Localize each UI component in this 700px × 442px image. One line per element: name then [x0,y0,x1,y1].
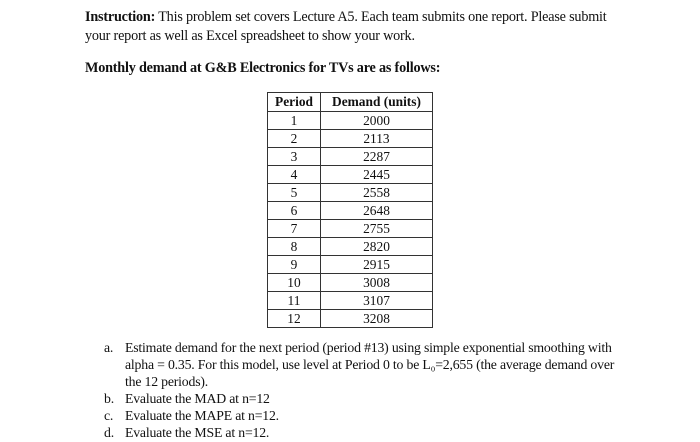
period-cell: 3 [268,148,321,166]
question-text: Evaluate the MSE at n=12. [125,425,270,440]
demand-cell: 2000 [321,112,433,130]
period-cell: 1 [268,112,321,130]
question-item-d [104,424,624,441]
question-item-a [104,339,624,390]
instruction-paragraph [85,8,625,46]
demand-cell: 2558 [321,184,433,202]
demand-cell: 3008 [321,274,433,292]
period-header: Period [268,93,321,112]
table-row [268,220,433,238]
question-item-c [104,407,624,424]
period-cell: 8 [268,238,321,256]
table-row [268,238,433,256]
table-row [268,112,433,130]
table-row [268,184,433,202]
period-cell: 4 [268,166,321,184]
question-text: Evaluate the MAD at n=12 [125,391,270,406]
question-text: Estimate demand for the next period (period #13) using simple exponential smoothing with alpha = 0.35. For this model, use level at Period 0 to be L₀=2,655 (the average demand over the 12 periods). [125,340,615,389]
instruction-label: Instruction: [85,9,156,25]
question-label: c. [104,408,114,423]
period-cell: 10 [268,274,321,292]
period-cell: 6 [268,202,321,220]
period-cell: 9 [268,256,321,274]
table-row [268,148,433,166]
demand-cell: 3208 [321,310,433,328]
instruction-text: This problem set covers Lecture A5. Each team submits one report. Please submit your report as well as Excel spreadsheet to show your work. [85,9,607,44]
period-cell: 2 [268,130,321,148]
table-row [268,130,433,148]
question-label: d. [104,425,114,440]
period-cell: 7 [268,220,321,238]
demand-cell: 2445 [321,166,433,184]
demand-cell: 3107 [321,292,433,310]
period-cell: 12 [268,310,321,328]
table-row [268,292,433,310]
question-text: Evaluate the MAPE at n=12. [125,408,279,423]
period-cell: 5 [268,184,321,202]
question-list [104,339,624,441]
demand-header: Demand (units) [321,93,433,112]
question-label: a. [104,340,114,355]
demand-cell: 2113 [321,130,433,148]
question-item-b [104,390,624,407]
demand-cell: 2287 [321,148,433,166]
table-row [268,202,433,220]
demand-cell: 2648 [321,202,433,220]
table-header-row [268,93,433,112]
demand-table [267,92,433,328]
question-label: b. [104,391,114,406]
demand-cell: 2755 [321,220,433,238]
demand-heading: Monthly demand at G&B Electronics for TVs are as follows: [85,60,441,76]
demand-cell: 2915 [321,256,433,274]
table-row [268,274,433,292]
demand-cell: 2820 [321,238,433,256]
table-row [268,256,433,274]
table-row [268,166,433,184]
table-row [268,310,433,328]
period-cell: 11 [268,292,321,310]
